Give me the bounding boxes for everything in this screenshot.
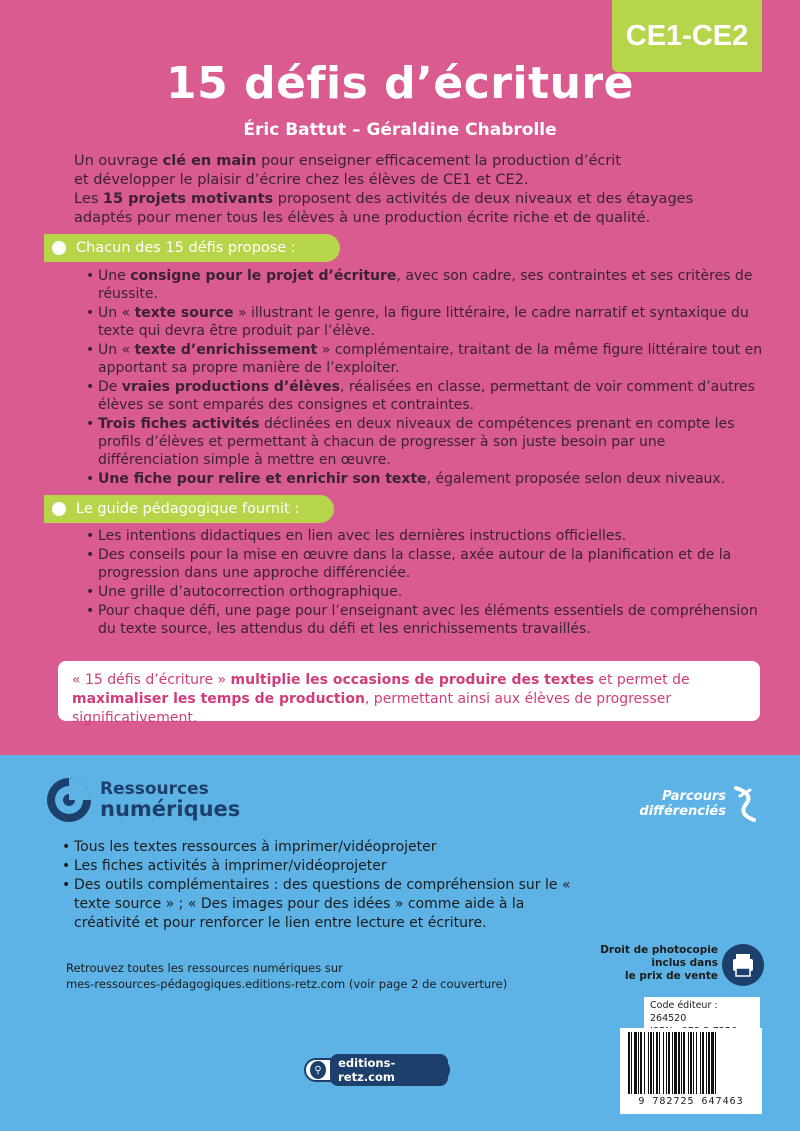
digital-resources-icon <box>44 775 94 825</box>
photocopier-icon <box>722 944 764 986</box>
list-item: • Tous les textes ressources à imprimer/vidéoprojeter <box>62 838 582 857</box>
list-item: • Des outils complémentaires : des questions de compréhension sur le « texte source » ; « Des images pour des idées » comme aide à la créativité et pour renforcer le lien entre lecture et écriture. <box>62 876 582 933</box>
list-item: • Les fiches activités à imprimer/vidéoprojeter <box>62 857 582 876</box>
resources-title: Ressources numériques <box>100 779 241 821</box>
publisher-url: editions-retz.com <box>330 1054 448 1086</box>
resources-url-text: Retrouvez toutes les ressources numériques sur mes-ressources-pédagogiques.editions-retz.com (voir page 2 de couverture) <box>66 961 508 991</box>
list-item: • Un « texte d’enrichissement » complémentaire, traitant de la même figure littéraire tout en apportant sa propre manière de l’exploiter. <box>86 341 766 377</box>
photocopy-notice: Droit de photocopie inclus dans le prix de vente <box>600 944 718 982</box>
barcode <box>620 1028 762 1114</box>
barcode-number: 9 782725 647463 <box>638 1096 744 1107</box>
authors: Éric Battut – Géraldine Chabrolle <box>243 120 557 140</box>
list-item: • Des conseils pour la mise en œuvre dans la classe, axée autour de la planification et de la progression dans une approche différenciée. <box>86 546 766 582</box>
arrow-split-icon <box>732 784 758 824</box>
list-item: • Pour chaque défi, une page pour l’enseignant avec les éléments essentiels de compréhension du texte source, les attendus du défi et les enrichissements travaillés. <box>86 602 766 638</box>
bullet-dot-icon <box>52 241 66 255</box>
section-label-guide: Le guide pédagogique fournit : <box>44 495 334 523</box>
list-item: • Trois fiches activités déclinées en deux niveaux de compétences prenant en compte les profils d’élèves et permettant à chacun de progresser à son juste besoin par une différenciation simple à mettre en œuvre. <box>86 415 766 469</box>
resources-list <box>62 838 582 933</box>
bullet-dot-icon <box>52 502 66 516</box>
list-item: • De vraies productions d’élèves, réalisées en classe, permettant de voir comment d’autres élèves se sont emparés des consignes et contraintes. <box>86 378 766 414</box>
section-label-defis: Chacun des 15 défis propose : <box>44 234 340 262</box>
parcours-badge: Parcours différenciés <box>639 784 758 824</box>
list-item: • Un « texte source » illustrant le genre, la figure littéraire, le cadre narratif et syntaxique du texte qui devra être produit par l’élève. <box>86 304 766 340</box>
codes-box: Code éditeur : 264520 <box>644 997 760 1053</box>
barcode-bars <box>626 1032 756 1094</box>
list-item: • Une grille d’autocorrection orthographique. <box>86 583 766 601</box>
list-item: • Une consigne pour le projet d’écriture, avec son cadre, ses contraintes et ses critères de réussite. <box>86 267 766 303</box>
list-item: • Les intentions didactiques en lien avec les dernières instructions officielles. <box>86 527 766 545</box>
defis-list <box>86 267 766 489</box>
magnifier-icon: ⚲ <box>310 1061 326 1079</box>
level-badge: CE1-CE2 <box>612 0 762 72</box>
publisher-badge <box>304 1058 450 1082</box>
quote-box: « 15 défis d’écriture » multiplie les occasions de produire des textes et permet de maximaliser les temps de production, permettant ainsi aux élèves de progresser significativement. <box>58 661 760 721</box>
book-title: 15 défis d’écriture <box>166 58 634 109</box>
intro-text: Un ouvrage clé en main pour enseigner efficacement la production d’écrit et développer le plaisir d’écrire chez les élèves de CE1 et CE2. Les 15 projets motivants proposent des activités de deux niveaux et des étayages adaptés pour mener tous les élèves à une production écrite riche et de qualité. <box>74 153 694 226</box>
list-item: • Une fiche pour relire et enrichir son texte, également proposée selon deux niveaux. <box>86 470 766 488</box>
guide-list <box>86 527 766 639</box>
